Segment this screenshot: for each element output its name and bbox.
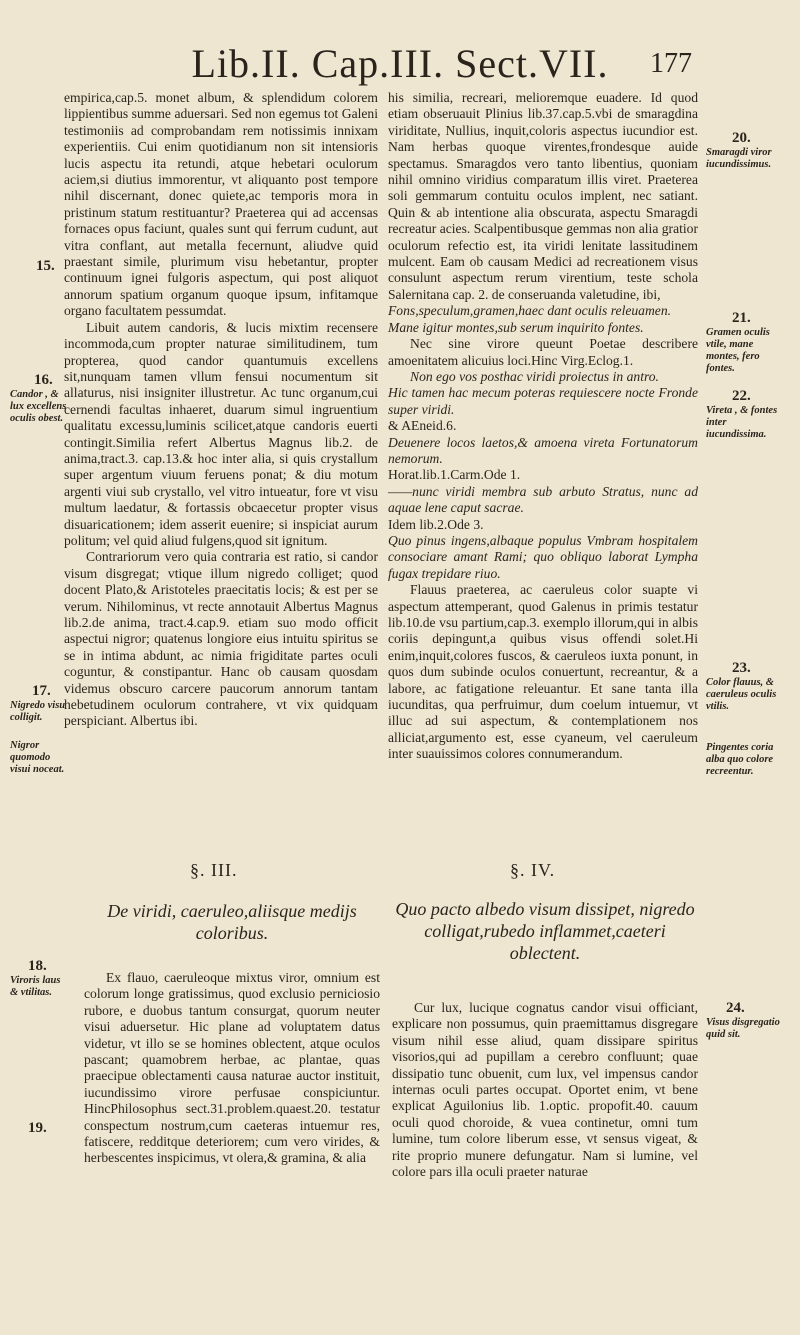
paragraph: Flauus praeterea, ac caeruleus color suapte vi aspectum attemperant, quod Galenus in primis testatur lib.10.de vsu partium,cap.3. exemplo illorum,qui in albis coriis depingunt,a quibus visus offendi solet.Hi enim,inquit,colores fuscos, & caeruleos iuxta ponunt, in quos dum subinde oculos conuertunt, recreantur, & a labore, ac fatigatione releuantur. Et sane tanta illa iucunditas, qua perfruimur, dum coelum intuemur, vt illuc ad sui aspectum, & contemplationem nos alliciat,argumento est, esse cyaneum, vel caeruleum inter suauissimos colores connumerandum. xyxy=(388,582,698,762)
right-column xyxy=(388,90,698,763)
margin-note-text: Vireta , & fontes inter iucundissima. xyxy=(706,405,778,440)
verse-line: Non ego vos posthac viridi proiectus in antro. xyxy=(410,368,659,384)
margin-number: 20. xyxy=(732,130,751,146)
verse-line: Fons,speculum,gramen,haec dant oculis releuamen. xyxy=(388,303,672,319)
margin-note-17 xyxy=(10,683,70,724)
verse-line: Hic tamen hac mecum poteras requiescere nocte Fronde super viridi. xyxy=(388,385,698,417)
margin-number: 21. xyxy=(732,310,751,326)
paragraph: his similia, recreari, melioremque euadere. Id quod etiam obseruauit Plinius lib.37.cap.5.vbi de smaragdina viriditate, Nullius, inquit,coloris aspectus iucundior est. Nam herbas quoque virentes,frondesque auide spectamus. Smaragdos vero tanto libentius, quoniam nihil omnino viridius comparatum illis viret. Praeterea soli gemmarum contuitu oculos implent, nec satiant. Quin & ab intentione alia obscurata, aspectu Smaragdi recreatur acies. Scalpentibusque gemmas non alia gratior oculorum refectio est, ita viridi lenitate lassitudinem mulcent. Eam ob causam Medici ad recreationem visus consulunt aspectum rerum virentium, teste schola Salernitana cap. 2. de conseruanda valetudine, ibi, xyxy=(388,90,698,302)
margin-note-18 xyxy=(10,958,70,999)
paragraph: Ex flauo, caeruleoque mixtus viror, omnium est colorum longe gratissimus, quod exclusio perniciosio rubore, e duobus tantum consurgat, quorum neuter visui aduersetur. Hic plane ad voluptatem datus videtur, vt illo se se homines oblectent, atque oculos pascant; quamobrem herbae, ac plantae, quas praecipue oblectamenti causa naturae auctor instituit, iucundissimo virore perfusae conspiciuntur. HincPhilosophus sect.31.problem.quaest.20. testatur conspectum nostrum,cum caeteras intuemur res, fatiscere, redditque deteriorem; cum vero virides, & herbescentes inspicimus, vt olera,& gramina, & alia xyxy=(84,970,380,1166)
margin-note-21 xyxy=(706,310,784,375)
margin-note-16 xyxy=(10,372,70,425)
margin-note-24 xyxy=(706,1000,784,1041)
margin-number: 15. xyxy=(36,258,55,274)
margin-number: 17. xyxy=(32,683,51,699)
citation: & AEneid.6. xyxy=(388,418,457,434)
paragraph: empirica,cap.5. monet album, & splendidum colorem lippientibus summe aduersari. Sed non egemus tot Galeni testimoniis ad comprobandam rem notissimis innixam experientiis. Cui enim quotidianum non sit intensioris lucis aspectu ita retundi, atque hebetari oculorum aciem,si diutius immorentur, vt aliquanto post tempore nihil discernant, donec quiete,ac temporis mora in pristinum statum restituantur? Praeterea qui ad accensas fornaces opus faciunt, quales sunt qui ferrum cudunt, aut vitra conflant, aut metalla fecernunt, aliudve quid praestant simile, plurimum visu hebetantur, propter continuum ignei fulgoris aspectum, qui post aliquot annorum spatium organum quoque ipsum, infitamque organo facultatem pessumdat. xyxy=(64,90,378,319)
margin-note-text: Nigror quomodo visui noceat. xyxy=(10,740,65,775)
paragraph: Cur lux, lucique cognatus candor visui officiant, explicare non possumus, quin praemittamus disgregare visum nihil esse aliud, quam dissipare spiritus visorios,qui ad pupillam a cerebro confluunt; quae dissipatio tunc obuenit, cum lux, vel impensus candor internas oculi partes occupat. Oportet enim, vt bene explicat Aguilonius lib. 1.optic. propofit.40. cauum oculi quod choroide, & vuea continetur, omni tum lumine, tum colore liberum esse, vt sensus vigeat, & rite proprio munere defungatur. Nam si lumine, vel colore pars illa oculi praeter naturae xyxy=(392,1000,698,1180)
paragraph: Contrariorum vero quia contraria est ratio, si candor visum disgregat; vtique illum nigredo colliget; quod docent Plato,& Aristoteles praecitatis locis; & est per se verum. Nihilominus, vt recte annotauit Albertus Magnus lib.2.de anima, tract.4.cap.9. etiam suo modo officit aspectui nigror; quatenus longiore eius intuitu spiritus se se in intima abdunt, ac nimia frigiditate partes oculi coguntur, & constipantur. Hanc ob causam quosdam videmus obscuro carcere paucorum annorum tantam hebetudinem oculorum contrahere, vt vix quidquam perspiciant. Albertus ibi. xyxy=(64,549,378,729)
margin-note-pingentes xyxy=(706,742,784,778)
left-column xyxy=(64,90,378,730)
margin-number: 18. xyxy=(28,958,47,974)
page-header xyxy=(0,40,800,90)
margin-number: 24. xyxy=(726,1000,745,1016)
citation: Idem lib.2.Ode 3. xyxy=(388,516,484,532)
margin-note-15 xyxy=(36,258,55,275)
margin-note-23 xyxy=(706,660,784,713)
margin-number: 19. xyxy=(28,1120,47,1136)
margin-note-text: Candor , & lux excellens oculis obest. xyxy=(10,389,67,424)
section-title: Quo pacto albedo visum dissipet, nigredo colligat,rubedo inflammet,caeteri oblectent. xyxy=(395,899,695,963)
margin-note-text: Smaragdi viror iucundissimus. xyxy=(706,147,772,170)
margin-number: 23. xyxy=(732,660,751,676)
verse-line: Quo pinus ingens,albaque populus Vmbram hospitalem consociare amant Rami; quo obliquo laborat Lympha fugax trepidare riuo. xyxy=(388,532,698,581)
verse-line: ——nunc viridi membra sub arbuto Stratus, nunc ad aquae lene caput sacrae. xyxy=(388,483,698,516)
margin-note-22 xyxy=(706,388,784,441)
margin-note-19 xyxy=(28,1120,47,1137)
running-title: Lib.II. Cap.III. Sect.VII. xyxy=(191,41,609,86)
margin-note-text: Visus disgregatio quid sit. xyxy=(706,1017,780,1040)
margin-note-text: Pingentes coria alba quo colore recreentur. xyxy=(706,742,774,777)
section-heading: §. III. xyxy=(190,860,238,880)
page-number: 177 xyxy=(650,48,692,79)
verse-line: Mane igitur montes,sub serum inquirito fontes. xyxy=(388,319,644,335)
section-heading: §. IV. xyxy=(510,860,556,880)
margin-note-text: Viroris laus & vtilitas. xyxy=(10,975,61,998)
margin-note-text: Color flauus, & caeruleus oculis vtilis. xyxy=(706,677,777,712)
citation: Horat.lib.1.Carm.Ode 1. xyxy=(388,467,521,483)
margin-note-nigror xyxy=(10,740,70,776)
paragraph: Nec sine virore queunt Poetae describere amoenitatem alicuius loci.Hinc Virg.Eclog.1. xyxy=(388,336,698,368)
margin-note-text: Gramen oculis vtile, mane montes, fero fontes. xyxy=(706,327,770,374)
margin-note-20 xyxy=(706,130,784,171)
paragraph: Libuit autem candoris, & lucis mixtim recensere incommoda,cum propter naturae similitudinem, tum propterea, quod candor quantumuis excellens sit,nunquam tamen vllum fensui nocumentum sit allaturus, nisi insigniter illustretur. Ac tunc organum,cui cernendi facultas inhaeret, duarum simul ingruentium qualitatu excessu,luminis scilicet,atque candoris euerti contingit.Similia refert Albertus Magnus lib.2. de anima,tract.3. cap.13.& hoc inter alia, si quis crystallum super argentum viuum feruens ponat; & diu motum argenti viui sub crystallo, vel vitro intueatur, fore vt visu multum laedatur, & fortassis obcaecetur propter visus disuaricationem; idem asserit euenire; si inspiciat aurum politum; vel quid aliud fulgens,quod sit ignitum. xyxy=(64,319,378,548)
section-3-text xyxy=(84,970,380,1167)
margin-note-text: Nigredo visu colligit. xyxy=(10,700,66,723)
section-title: De viridi, caeruleo,aliisque medijs coloribus. xyxy=(107,901,357,943)
margin-number: 22. xyxy=(732,388,751,404)
section-4-text xyxy=(392,1000,698,1180)
margin-number: 16. xyxy=(34,372,53,388)
verse-line: Deuenere locos laetos,& amoena vireta Fortunatorum nemorum. xyxy=(388,434,698,466)
